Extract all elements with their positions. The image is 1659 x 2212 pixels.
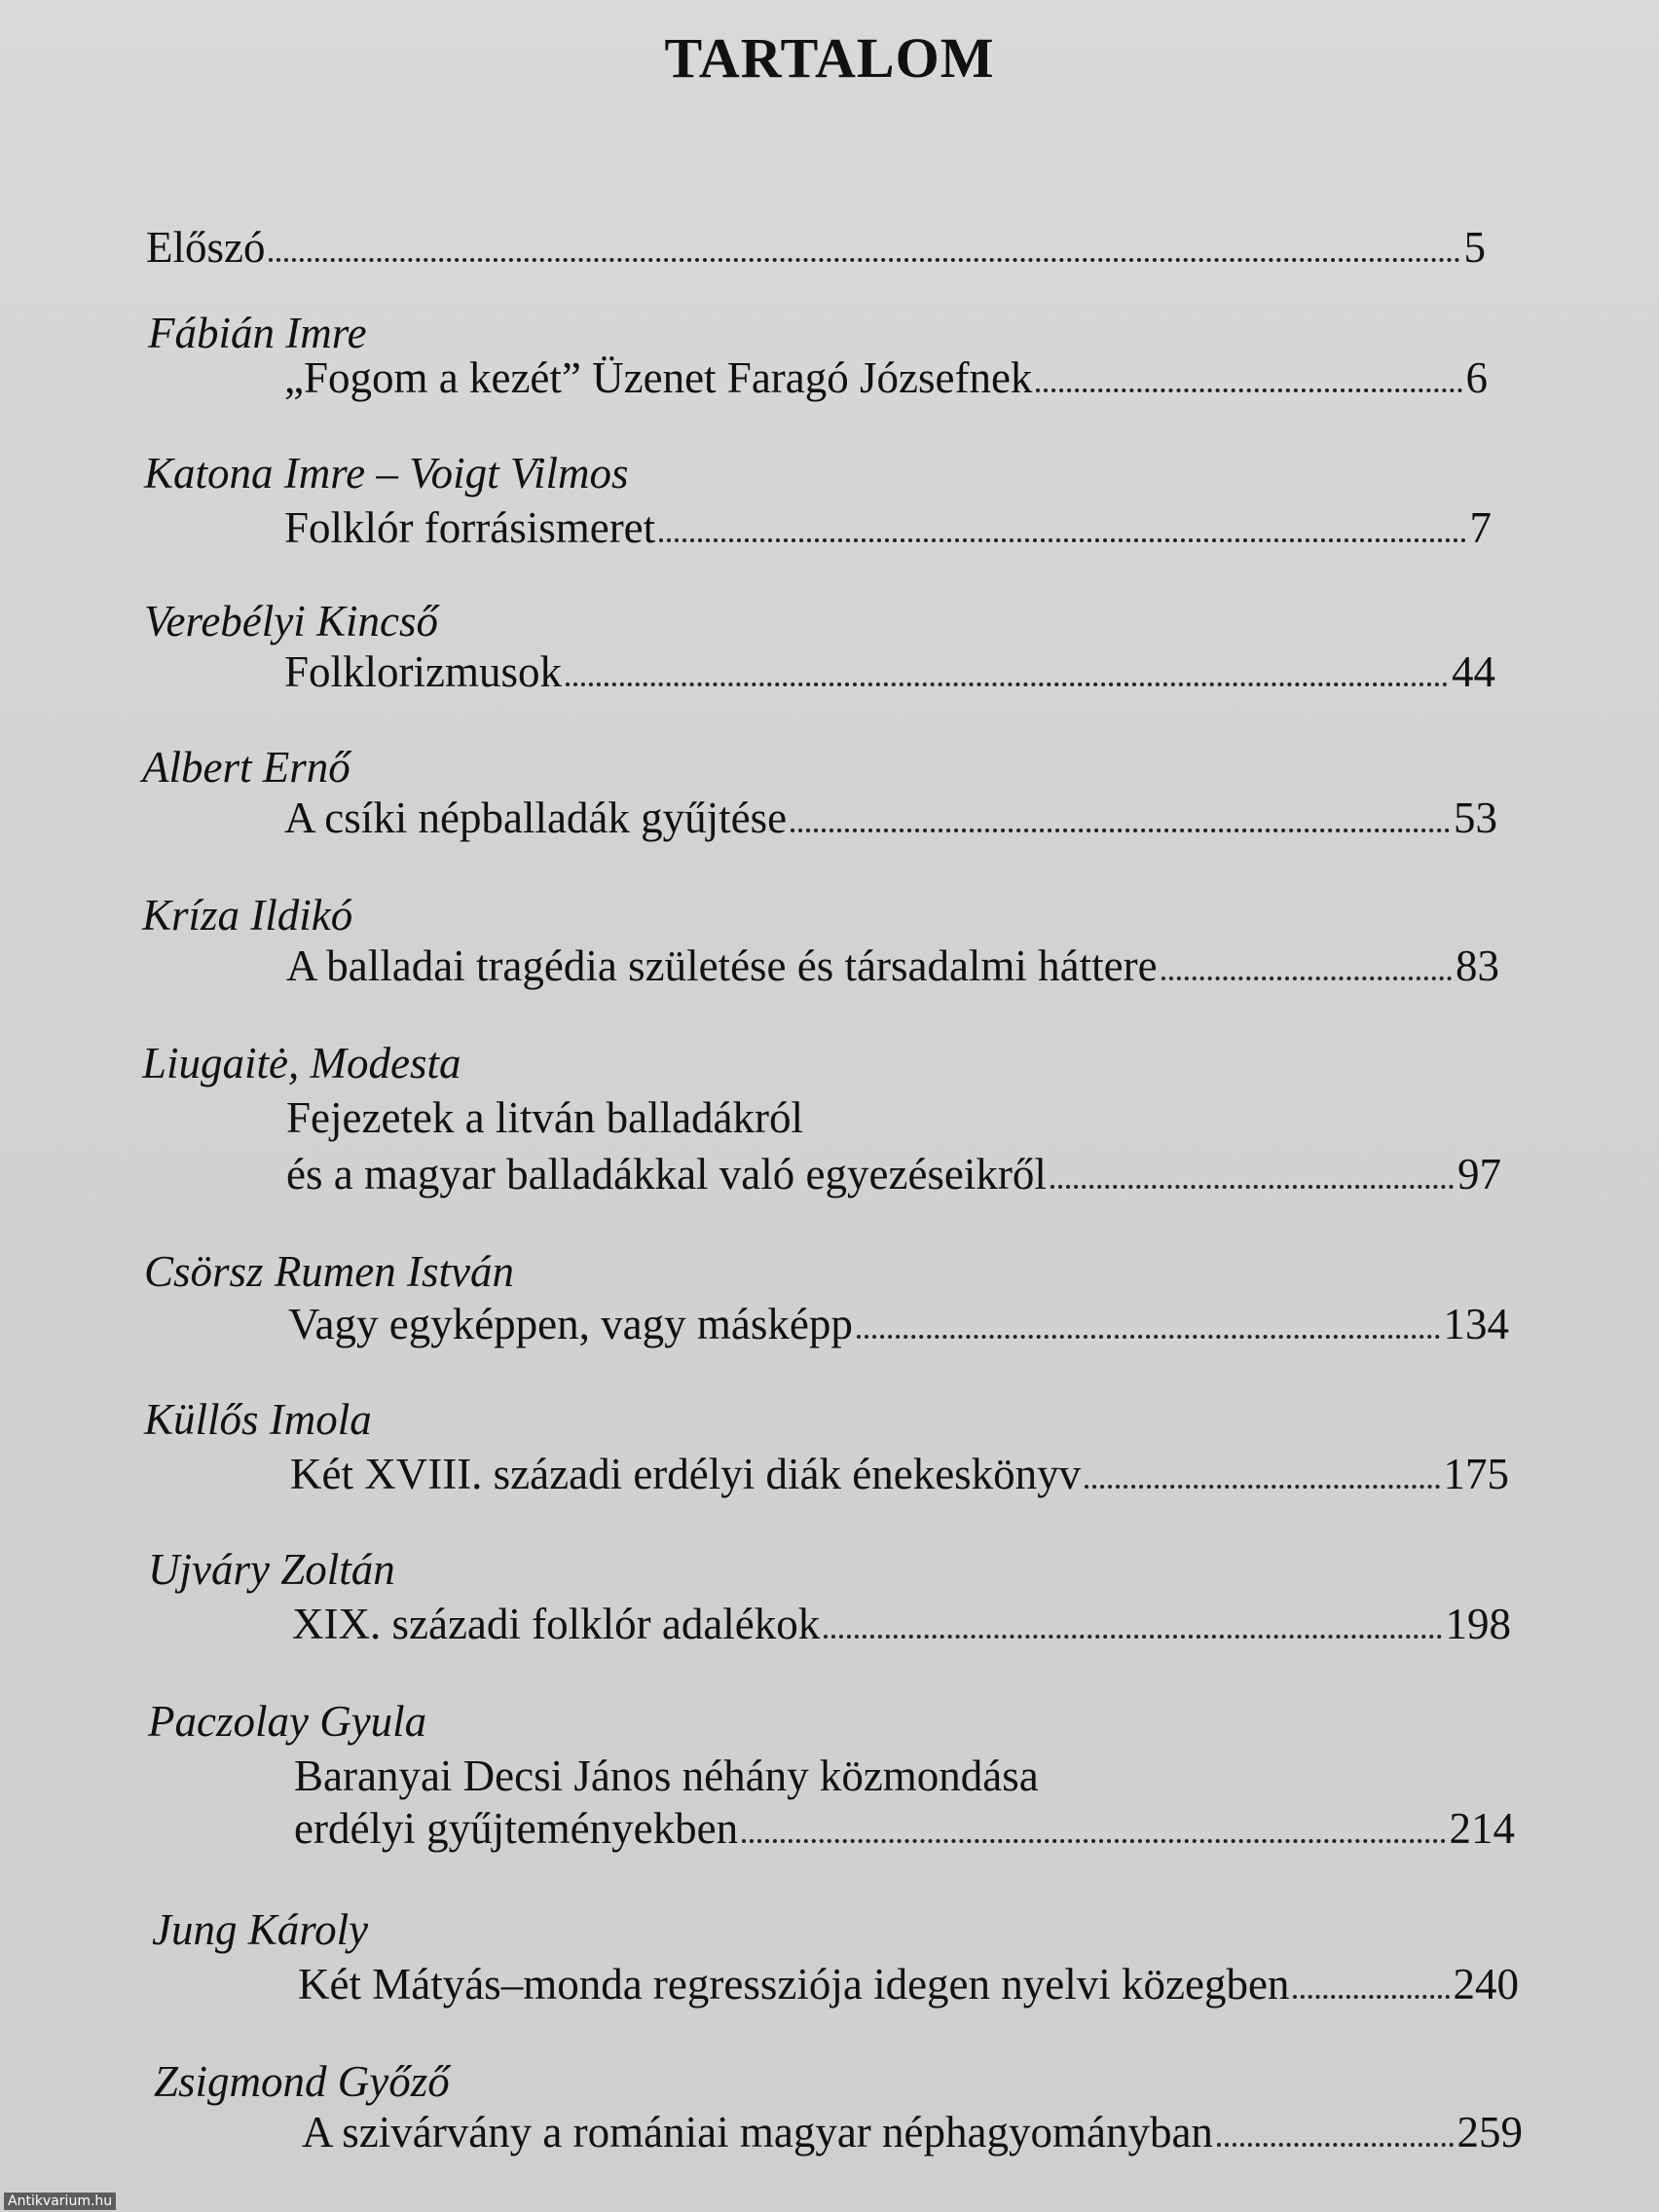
toc-entry — [284, 502, 1492, 553]
page-title: TARTALOM — [664, 26, 995, 90]
dot-leader — [791, 829, 1450, 832]
dot-leader — [659, 538, 1465, 542]
toc-entry-title-line1: Fejezetek a litván balladákról — [286, 1093, 804, 1142]
dot-leader — [1161, 977, 1452, 980]
toc-entry-title: A szivárvány a romániai magyar néphagyományban — [302, 2108, 1213, 2157]
toc-entry-title: Két XVIII. századi erdélyi diák énekeskönyv — [290, 1450, 1082, 1498]
toc-entry-title: erdélyi gyűjteményekben — [294, 1804, 739, 1853]
toc-entry-page: 5 — [1463, 223, 1486, 272]
toc-author: Verebélyi Kincső — [144, 597, 438, 645]
toc-entry-title: „Fogom a kezét” Üzenet Faragó Józsefnek — [284, 353, 1033, 402]
toc-entry-page: 83 — [1456, 941, 1499, 990]
toc-entry — [284, 793, 1497, 843]
toc-author: Katona Imre – Voigt Vilmos — [144, 449, 629, 498]
toc-entry-page: 53 — [1454, 793, 1497, 842]
toc-entry-page: 259 — [1456, 2108, 1523, 2157]
toc-entry — [284, 646, 1495, 697]
toc-entry-title: A balladai tragédia születése és társadalmi háttere — [286, 941, 1158, 990]
dot-leader — [1051, 1185, 1454, 1189]
toc-author: Paczolay Gyula — [148, 1697, 427, 1746]
toc-author: Küllős Imola — [144, 1395, 372, 1444]
toc-entry-page: 134 — [1443, 1300, 1509, 1348]
toc-entry-page: 214 — [1449, 1804, 1515, 1853]
toc-entry — [288, 1299, 1509, 1349]
toc-entry — [298, 1959, 1519, 2009]
toc-entry — [290, 1449, 1509, 1499]
toc-entry-page: 240 — [1453, 1960, 1519, 2009]
toc-author: Ujváry Zoltán — [148, 1545, 395, 1594]
toc-author: Liugaitė, Modesta — [142, 1039, 461, 1088]
toc-author: Jung Károly — [152, 1905, 369, 1954]
toc-entry-page: 175 — [1443, 1450, 1509, 1498]
dot-leader — [1085, 1485, 1439, 1489]
toc-entry — [284, 352, 1488, 403]
toc-entry-title: Folklorizmusok — [284, 647, 563, 696]
toc-entry-foreword — [146, 222, 1486, 273]
toc-entry-title: A csíki népballadák gyűjtése — [284, 793, 788, 842]
dot-leader — [1217, 2143, 1454, 2147]
toc-entry — [286, 940, 1499, 991]
toc-entry — [292, 1599, 1511, 1649]
toc-entry-title: Folklór forrásismeret — [284, 503, 656, 552]
toc-entry-page: 198 — [1445, 1600, 1511, 1648]
toc-entry-page: 7 — [1469, 503, 1492, 552]
toc-entry-page: 97 — [1457, 1150, 1501, 1198]
toc-author: Albert Ernő — [142, 743, 350, 792]
toc-entry-title: Előszó — [146, 223, 266, 272]
toc-entry-title: Vagy egyképpen, vagy másképp — [288, 1300, 853, 1348]
toc-author: Fábián Imre — [148, 309, 367, 357]
toc-entry-page: 6 — [1465, 353, 1488, 402]
dot-leader — [566, 682, 1448, 686]
toc-entry — [286, 1149, 1501, 1199]
toc-entry-title: és a magyar balladákkal való egyezéseikről — [286, 1150, 1047, 1198]
toc-entry-title-line1: Baranyai Decsi János néhány közmondása — [294, 1751, 1039, 1800]
dot-leader — [742, 1839, 1445, 1843]
dot-leader — [269, 258, 1459, 262]
toc-entry — [302, 2107, 1523, 2157]
dot-leader — [1293, 1995, 1449, 1999]
toc-author: Zsigmond Győző — [154, 2057, 450, 2106]
toc-entry-title: Két Mátyás–monda regressziója idegen nyelvi közegben — [298, 1960, 1290, 2009]
dot-leader — [1036, 388, 1461, 392]
dot-leader — [824, 1635, 1441, 1639]
toc-author: Kríza Ildikó — [142, 891, 353, 940]
dot-leader — [857, 1335, 1440, 1339]
watermark-label: Antikvarium.hu — [4, 2193, 116, 2210]
toc-entry-title: XIX. századi folklór adalékok — [292, 1600, 821, 1648]
toc-entry — [294, 1803, 1515, 1854]
toc-entry-page: 44 — [1452, 647, 1495, 696]
toc-author: Csörsz Rumen István — [144, 1247, 514, 1296]
